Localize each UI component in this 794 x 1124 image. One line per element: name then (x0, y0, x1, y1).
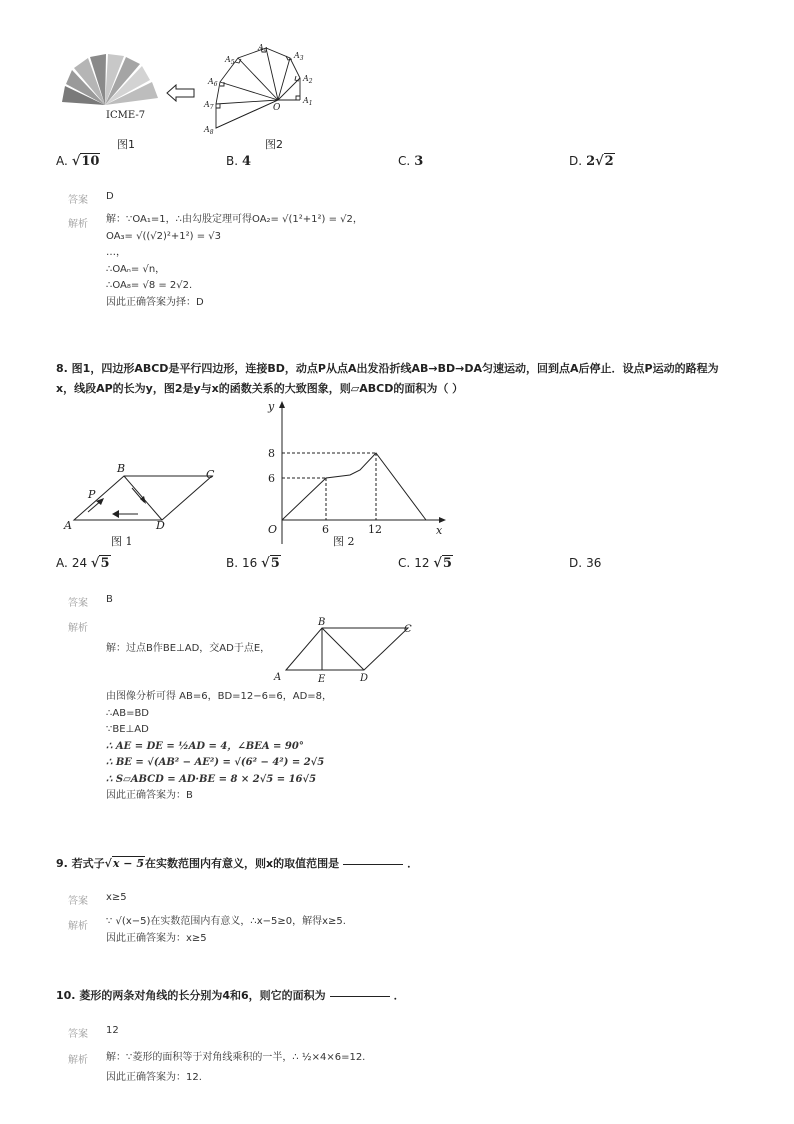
q8-solution-intro: 解：过点B作BE⊥AD，交AD于点E， (106, 643, 271, 654)
q7-point-o: O (273, 103, 281, 113)
q8-sol-point-e: E (318, 674, 326, 685)
q9-analysis-label: 解析 (68, 921, 88, 932)
q7-fig2-label: 图2 (265, 138, 283, 151)
q8-fig1-point-c: C (206, 468, 215, 481)
q8-option-c[interactable]: C. 12 √5 (398, 556, 452, 571)
q8-fig1-point-a: A (64, 519, 72, 532)
q7-point-a4: $A_4$ (258, 43, 268, 54)
q8-fig1-point-p: P (88, 488, 96, 501)
q7-option-a[interactable]: A. √10 (56, 154, 100, 169)
q8-figure-1 (62, 462, 222, 532)
q9-solution (106, 914, 346, 947)
q8-graph-y-tick: 8 (268, 447, 275, 460)
q8-solution-line: ∴ AE = DE = ½AD = 4，∠BEA = 90° (106, 740, 304, 752)
q7-fig1-label: 图1 (117, 138, 135, 151)
q7-solution-line: OA₃= √((√2)²+1²) = √3 (106, 230, 222, 242)
q9-prefix: 9. 若式子 (56, 857, 105, 870)
q7-option-d[interactable]: D. 2√2 (569, 154, 614, 169)
q7-option-c[interactable]: C. 3 (398, 154, 424, 169)
q7-solution-line: 因此正确答案为择：D (106, 296, 204, 308)
q8-solution-line: ∵BE⊥AD (106, 724, 149, 735)
q7-solution-line: 解：∵OA₁=1，∴由勾股定理可得OA₂= √(1²+1²) = √2， (106, 214, 363, 225)
q10-answer-label: 答案 (68, 1029, 88, 1040)
q8-graph-x-axis: x (436, 524, 443, 537)
q8-graph-y-axis: y (268, 400, 275, 413)
q10-analysis-label: 解析 (68, 1055, 88, 1066)
q8-graph-x-tick: 12 (368, 523, 382, 536)
q8-analysis-label: 解析 (68, 623, 88, 634)
q8-answer-label: 答案 (68, 598, 88, 609)
q8-sol-point-b: B (318, 617, 326, 628)
q7-solution-line: ∴OA₈= √8 = 2√2. (106, 280, 193, 291)
q8-figure-2 (256, 398, 452, 548)
q7-point-a3: $A_3$ (294, 51, 304, 62)
q8-solution-figure (270, 614, 422, 688)
q7-point-a1: $A_1$ (303, 96, 313, 107)
q9-suffix: 在实数范围内有意义，则x的取值范围是 (145, 857, 340, 870)
q8-fig1-point-d: D (156, 519, 165, 532)
q8-solution-line: ∴ BE = √(AB² − AE²) = √(6² − 4²) = 2√5 (106, 757, 325, 768)
q7-solution (106, 212, 363, 311)
q7-point-a2: $A_2$ (303, 74, 313, 85)
q8-fig2-label: 图 2 (333, 535, 355, 548)
q7-point-a8: $A_8$ (204, 125, 214, 136)
q8-question-line: 8. 图1，四边形ABCD是平行四边形，连接BD，动点P从点A出发沿折线AB→BD→DA匀速运动，回到点A后停止．设点P运动的路程为 (56, 362, 719, 375)
q8-solution-line: ∴AB=BD (106, 707, 150, 719)
q8-answer: B (106, 594, 113, 605)
q8-question (56, 359, 756, 399)
q8-graph-origin: O (268, 523, 278, 536)
q9-solution-line: ∵ √(x−5)在实数范围内有意义，∴x−5≥0，解得x≥5. (106, 916, 346, 927)
q8-option-b[interactable]: B. 16 √5 (226, 556, 280, 571)
q7-option-b[interactable]: B. 4 (226, 154, 252, 169)
q10-solution (106, 1048, 365, 1088)
q7-figure-2 (200, 40, 320, 136)
q7-fig1-caption: ICME-7 (106, 110, 146, 121)
q7-point-a5: $A_5$ (225, 55, 235, 66)
q8-question-line: x，线段AP的长为y，图2是y与x的函数关系的大致图象，则▱ABCD的面积为（ ） (56, 382, 464, 395)
q8-solution-line: ∴ S▱ABCD = AD·BE = 8 × 2√5 = 16√5 (106, 773, 317, 785)
q7-solution-line: …， (106, 247, 126, 258)
q8-solution-line: 由图像分析可得 AB=6，BD=12−6=6，AD=8， (106, 691, 333, 702)
q10-end: ． (393, 989, 405, 1002)
q8-solution (106, 689, 332, 805)
q10-solution-line: 因此正确答案为：12. (106, 1072, 202, 1083)
q8-fig1-label: 图 1 (111, 535, 133, 548)
q9-end: ． (407, 857, 419, 870)
q8-graph-x-tick: 6 (322, 523, 329, 536)
q7-solution-line: ∴OAₙ= √n， (106, 263, 166, 275)
q9-answer: x≥5 (106, 892, 127, 903)
q10-question (56, 986, 405, 1006)
q8-solution-line: 因此正确答案为：B (106, 790, 193, 801)
q9-solution-line: 因此正确答案为：x≥5 (106, 932, 207, 944)
q7-answer: D (106, 191, 114, 202)
q8-sol-point-a: A (274, 672, 282, 683)
q7-point-a6: $A_6$ (208, 77, 218, 88)
q8-option-d[interactable]: D. 36 (569, 556, 602, 570)
q9-answer-label: 答案 (68, 896, 88, 907)
q10-text: 10. 菱形的两条对角线的长分别为4和6，则它的面积为 (56, 989, 326, 1002)
q9-question (56, 854, 418, 874)
q9-radical: √x − 5 (104, 857, 144, 870)
q7-answer-label: 答案 (68, 195, 88, 206)
q8-graph-y-tick: 6 (268, 472, 275, 485)
q10-answer: 12 (106, 1025, 119, 1036)
q8-sol-point-c: C (404, 624, 412, 635)
q8-fig1-point-b: B (117, 462, 126, 475)
q8-sol-point-d: D (360, 673, 369, 684)
q7-analysis-label: 解析 (68, 219, 88, 230)
q8-option-a[interactable]: A. 24 √5 (56, 556, 110, 571)
q9-blank[interactable] (343, 864, 403, 865)
q10-solution-line: 解：∵菱形的面积等于对角线乘积的一半，∴ ½×4×6=12. (106, 1052, 366, 1063)
q7-point-a7: $A_7$ (204, 100, 214, 111)
q10-blank[interactable] (330, 996, 390, 997)
arrow-left-icon (166, 84, 196, 102)
